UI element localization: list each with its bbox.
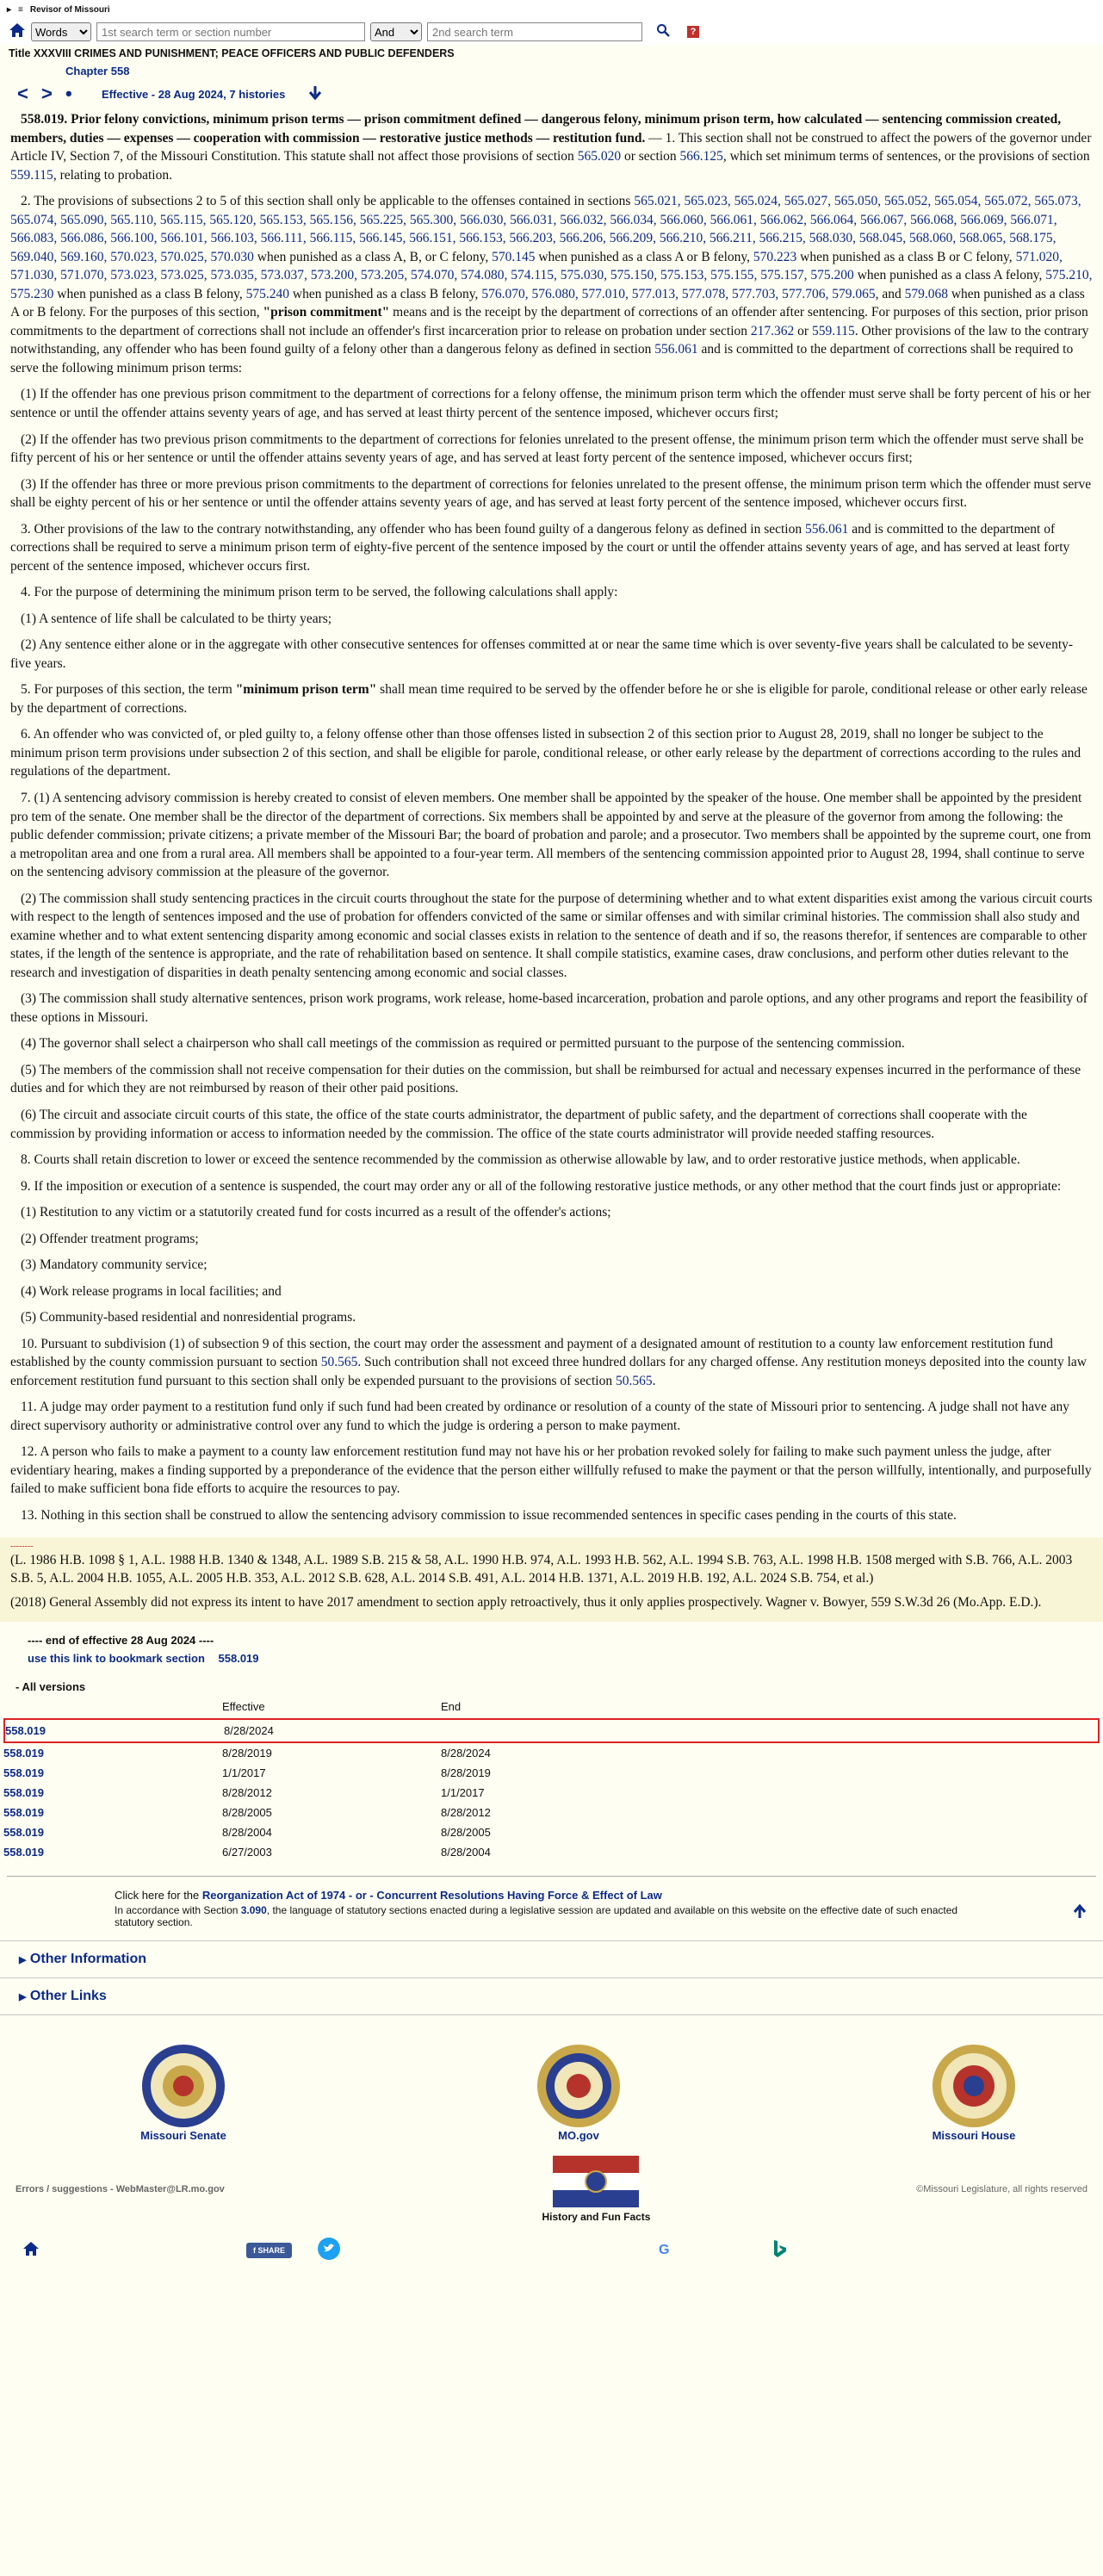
version-row[interactable] (3, 1822, 1100, 1842)
search-term-2-input[interactable] (427, 22, 642, 41)
versions-header (0, 1700, 1103, 1713)
version-end: 8/28/2019 (441, 1766, 491, 1780)
list-menu-icon[interactable]: ≡ (18, 4, 23, 15)
expand-triangle-icon: ▶ (19, 1955, 27, 1966)
subsection-2-text: and is committed to the department of corrections shall be required to serve the following minimum prison terms: (10, 342, 1074, 376)
version-section-link[interactable]: 558.019 (3, 1806, 44, 1820)
effective-histories-label: Effective - 28 Aug 2024, 7 histories (102, 87, 286, 101)
subdivision-4-2: (2) Any sentence either alone or in the aggregate with other consecutive sentences for offenses committed at or near the same time which is over seventy-five years shall be calculated to be seventy-five years. (10, 637, 1074, 671)
version-effective: 1/1/2017 (222, 1766, 266, 1780)
version-section-link[interactable]: 558.019 (3, 1786, 44, 1800)
bing-icon[interactable] (772, 2239, 788, 2263)
bookmark-label[interactable]: use this link to bookmark section (28, 1652, 205, 1666)
senate-seal-icon (140, 2043, 226, 2129)
section-links-list[interactable]: 565.021, 565.023, 565.024, 565.027, 565.050, 565.052, 565.054, 565.072, 565.073, 565.074, 565.090, 565.110, 565.115, 565.120, 565.153, 565.156, 565.225, 565.300, 566.030, 566.031, 566.032, 566.034, 566.060, 566.061, 566.062, 566.064, 566.067, 566.068, 566.069, 566.071, 566.083, 566.086, 566.100, 566.101, 566.103, 566.111, 566.115, 566.145, 566.151, 566.153, 566.203, 566.206, 566.209, 566.210, 566.211, 566.215, 568.030, 568.045, 568.060, 568.065, 568.175, 569.040, 569.160, 570.023, 570.025, 570.030 (10, 194, 1081, 264)
version-effective: 8/28/2019 (222, 1747, 272, 1760)
section-link[interactable]: 570.145 (492, 249, 536, 264)
version-effective: 6/27/2003 (222, 1846, 272, 1859)
chapter-link[interactable]: Chapter 558 (65, 65, 130, 78)
subsection-10-text: 10. Pursuant to subdivision (1) of subsection 9 of this section, the court may order the assessment and payment of a designated amount of restitution to a county law enforcement restitution fund established by the county commission pursuant to section (10, 1336, 1053, 1370)
subsection-10-text: . Such contribution shall not exceed three hundred dollars for any charged offense. Any restitution moneys deposited into the county law enforcement restitution fund pursuant to this section shall only be expended pursuant to the provisions of section (10, 1355, 1087, 1388)
menu-toggle-icon[interactable]: ▸ (7, 4, 12, 15)
subsection-1-text-c: , which set minimum terms of sentences, or the provisions of section (722, 149, 1090, 164)
section-number: 558.019. (21, 112, 68, 127)
subsection-12: 12. A person who fails to make a payment to a county law enforcement restitution fund may not have his or her probation revoked solely for failing to make such payment unless the judge, after evidentiary hearing, makes a finding supported by a preponderance of the evidence that the person either willfully refused to make the payment or that the person willfully, intentionally, and purposefully failed to make sufficient bona fide efforts to acquire the resources to pay. (10, 1444, 1092, 1497)
subdivision-7-4: (4) The governor shall select a chairperson who shall call meetings of the commission as required or permitted pursuant to the purpose of the sentencing commission. (21, 1036, 905, 1052)
subdivision-9-5: (5) Community-based residential and nonresidential programs. (21, 1310, 356, 1325)
home-icon[interactable] (22, 2241, 246, 2261)
subsection-9: 9. If the imposition or execution of a sentence is suspended, the court may order any or all of the following restorative justice methods, or any other method that the court finds just or appropriate: (21, 1178, 1062, 1194)
other-links-label[interactable]: Other Links (29, 1989, 107, 2004)
home-icon[interactable] (9, 22, 26, 42)
subsection-3-text: and is committed to the department of corrections shall be required to serve a minimum prison term of eighty-five percent of the sentence imposed by the court or until the offender attains seventy years of age, and has served at least forty percent of the sentence imposed, whichever occurs first. (10, 521, 1070, 574)
next-section-button[interactable]: > (41, 83, 53, 104)
version-end: 8/28/2012 (441, 1806, 491, 1820)
previous-section-button[interactable]: < (17, 83, 28, 104)
subsection-5 (10, 680, 1093, 717)
subsection-2-text: when punished as a class B felony, (289, 286, 482, 301)
statute-text (0, 105, 1103, 1525)
subsection-2 (10, 192, 1093, 377)
search-term-1-input[interactable] (96, 22, 365, 41)
subsection-6: 6. An offender who was convicted of, or pled guilty to, a felony offense other than those offenses listed in subsection 2 of this section prior to August 28, 2019, shall no longer be subject to the minimum prison term provisions under subsection 2 of this section, and shall be eligible for parole, conditional release, or other early release by the department of corrections according to the rules and regulations of the department. (10, 727, 1081, 779)
seals-row (0, 2015, 1103, 2142)
help-icon[interactable]: ? (687, 26, 699, 38)
house-seal-link[interactable] (931, 2043, 1017, 2142)
end-of-effective: ---- end of effective 28 Aug 2024 ---- (28, 1634, 214, 1648)
version-end: 8/28/2004 (441, 1846, 491, 1859)
version-effective: 8/28/2004 (222, 1826, 272, 1840)
reorg-prefix: Click here for the (115, 1889, 202, 1903)
subsection-2-text: when punished as a class A or B felony. For the purposes of this section, (10, 286, 1085, 320)
subsection-11: 11. A judge may order payment to a restitution fund only if such fund had been created by ordinance or resolution of a county of the state of Missouri prior to sentencing. A judge shall not have any direct supervisory authority or administrative control over any fund to which the judge is ordering a person to make payment. (10, 1400, 1070, 1433)
back-to-top-icon[interactable] (1072, 1904, 1088, 1925)
version-section-link[interactable]: 558.019 (3, 1766, 44, 1780)
facebook-share-button[interactable] (246, 2243, 292, 2258)
version-section-link[interactable]: 558.019 (3, 1747, 44, 1760)
mo-gov-seal-link[interactable] (536, 2043, 622, 2142)
section-intro-paragraph (10, 110, 1093, 184)
section-link[interactable]: 570.223 (753, 249, 797, 264)
subsection-2-text: 2. The provisions of subsections 2 to 5 of this section shall only be applicable to the offenses contained in sections (21, 194, 635, 209)
subsection-2-text: . Other provisions of the law to the contrary notwithstanding, any offender who has been found guilty of a felony other than a dangerous felony as defined in section (10, 323, 1089, 357)
subdivision-7-2: (2) The commission shall study sentencing practices in the circuit courts throughout the state for the purpose of determining whether and to what extent disparities exist among the various circuit courts with respect to the length of sentences imposed and the use of probation for offenders convicted of the same or similar offenses and with similar criminal histories. The commission shall also study and examine whether and to what extent sentencing disparity among economic and social classes exists in relation to the sentence of death and if so, the reasons therefor, if sentences are comparable to other states, if the length of the sentence is appropriate, and the rate of rehabilitation based on sentence. It shall compile statistics, examine cases, draw conclusions, and perform other duties relevant to the research and investigation of disparities in death penalty sentencing among economic and social classes. (10, 891, 1093, 980)
section-link[interactable]: 50.565 (615, 1373, 653, 1388)
reorganization-notice (0, 1885, 1103, 1928)
subdivision-9-4: (4) Work release programs in local facilities; and (21, 1283, 282, 1299)
missouri-flag-icon (553, 2156, 639, 2207)
section-link[interactable]: 579.068 (904, 286, 948, 301)
subsection-1-text-a: — 1. This section shall not be construed to affect the powers of the governor under Article IV, Section 7, of the Missouri Constitution. This statute shall not affect those provisions of section (10, 130, 1092, 164)
version-row[interactable] (3, 1743, 1100, 1763)
errors-link[interactable]: Errors / suggestions - WebMaster@LR.mo.gov (15, 2184, 225, 2195)
bottom-bar (0, 2223, 1103, 2268)
history-text: (L. 1986 H.B. 1098 § 1, A.L. 1988 H.B. 1340 & 1348, A.L. 1989 S.B. 215 & 58, A.L. 1990 H.B. 974, A.L. 1993 H.B. 562, A.L. 1994 S.B. 763, A.L. 1998 H.B. 1508 merged with S.B. 766, A.L. 2003 S.B. 5, A.L. 2004 H.B. 1055, A.L. 2005 H.B. 353, A.L. 2012 S.B. 628, A.L. 2014 S.B. 491, A.L. 2014 H.B. 1371, A.L. 2019 H.B. 192, A.L. 2024 S.B. 754, et al.) (10, 1552, 1073, 1586)
version-effective: 8/28/2005 (222, 1806, 272, 1820)
version-section-link[interactable]: 558.019 (5, 1724, 46, 1738)
section-link[interactable]: 559.115 (10, 167, 53, 183)
column-effective: Effective (222, 1700, 265, 1714)
section-link[interactable]: 575.240 (245, 286, 290, 301)
all-versions (0, 1665, 1103, 1862)
subsection-4: 4. For the purpose of determining the minimum prison term to be served, the following calculations shall apply: (21, 585, 618, 600)
subsection-3 (10, 520, 1093, 576)
subsection-7-1: 7. (1) A sentencing advisory commission is hereby created to consist of eleven members. One member shall be appointed by the speaker of the house. One member shall be appointed by the president pro tem of the senate. One member shall be the director of the department of corrections. Six members shall be appointed by and serve at the pleasure of the governor from among the following: the public defender commission; private citizens; a private member of the Missouri Bar; the board of probation and parole; and a prosecutor. Two members shall be appointed by the supreme court, one from a metropolitan area and one from a rural area. All members shall be appointed to a four-year term. All members of the sentencing commission appointed prior to August 28, 1994, shall continue to serve on the sentencing advisory commission at the pleasure of the governor. (10, 791, 1092, 880)
version-effective: 8/28/2024 (224, 1724, 274, 1738)
version-end: 8/28/2024 (441, 1747, 491, 1760)
bookmark-section[interactable]: 558.019 (218, 1652, 259, 1666)
version-end: 1/1/2017 (441, 1786, 485, 1800)
subdivision-7-5: (5) The members of the commission shall not receive compensation for their duties on the commission, but shall be reimbursed for actual and necessary expenses incurred in the performance of these duties and for which they are not reimbursed by reason of their other paid positions. (10, 1062, 1081, 1096)
section-links-list[interactable]: 576.070, 576.080, 577.010, 577.013, 577.078, 577.703, 577.706, 579.065 (481, 286, 876, 301)
section-links-list[interactable]: 571.020, 571.030, 571.070, 573.023, 573.025, 573.035, 573.037, 573.200, 573.205, 574.070, 574.080, 574.115, 575.030, 575.150, 575.153, 575.155, 575.157, 575.200 (10, 249, 1063, 283)
reorganization-act-link[interactable]: Reorganization Act of 1974 - or - Concurrent Resolutions Having Force & Effect of Law (201, 1889, 662, 1903)
mo-gov-label[interactable]: MO.gov (558, 2129, 599, 2143)
subsection-1-text-d: , relating to probation. (53, 167, 172, 183)
subdivision-9-1: (1) Restitution to any victim or a statutorily created fund for costs incurred as a result of the offender's actions; (21, 1205, 611, 1220)
version-row[interactable] (3, 1783, 1100, 1803)
subsection-13: 13. Nothing in this section shall be construed to allow the sentencing advisory commission to issue recommended sentences in specific cases pending in the courts of this state. (21, 1508, 957, 1523)
subsection-10 (10, 1335, 1093, 1391)
house-label[interactable]: Missouri House (932, 2129, 1016, 2143)
subdivision-9-3: (3) Mandatory community service; (21, 1257, 208, 1273)
search-boolean-select[interactable] (370, 22, 422, 41)
version-row[interactable] (3, 1803, 1100, 1822)
section-link[interactable]: 217.362 (750, 323, 795, 338)
subsection-2-text: or (794, 323, 812, 338)
history-credits (0, 1537, 1103, 1623)
section-3090-link[interactable]: 3.090 (240, 1904, 267, 1917)
subsection-3-text: 3. Other provisions of the law to the contrary notwithstanding, any offender who has been found guilty of a dangerous felony as defined in section (21, 521, 805, 537)
senate-label[interactable]: Missouri Senate (140, 2129, 226, 2143)
version-end: 8/28/2005 (441, 1826, 491, 1840)
other-links-toggle[interactable] (0, 1978, 1103, 2015)
subsection-10-text: . (652, 1373, 656, 1388)
search-mode-select[interactable] (31, 22, 91, 41)
subsection-2-text: means and is the receipt by the department of corrections of an offender after sentencing. For purposes of this section, prior prison commitments to the department of corrections shall not include an offender's first incarceration prior to release on probation under section (10, 305, 1088, 338)
subsection-5-text: 5. For purposes of this section, the term (21, 682, 236, 698)
house-seal-icon (931, 2043, 1017, 2129)
history-link[interactable] (542, 2156, 650, 2223)
version-section-link[interactable]: 558.019 (3, 1826, 44, 1840)
subsection-1-text-b: or section (621, 149, 680, 164)
top-bar (0, 0, 1103, 19)
subdivision-4-1: (1) A sentence of life shall be calculated to be thirty years; (21, 611, 332, 626)
credits-rule: -------- (10, 1541, 34, 1551)
subdivision-2-2: (2) If the offender has two previous prison commitments to the department of corrections for felonies unrelated to the present offense, the minimum prison term which the offender must serve shall be fifty percent of his or her sentence or until the offender attains seventy years of age, and has served at least forty percent of the sentence imposed, whichever occurs first; (10, 431, 1084, 466)
expand-triangle-icon: ▶ (19, 1992, 27, 2003)
subdivision-9-2: (2) Offender treatment programs; (21, 1231, 199, 1246)
share-label: SHARE (257, 2246, 286, 2256)
reorg-text-a: In accordance with Section (115, 1904, 241, 1917)
all-versions-toggle[interactable]: - All versions (15, 1680, 86, 1694)
site-title[interactable]: Revisor of Missouri (29, 4, 110, 15)
section-links-list[interactable]: 575.210, 575.230 (10, 268, 1093, 301)
section-link[interactable]: 556.061 (804, 521, 849, 537)
subdivision-7-3: (3) The commission shall study alternative sentences, prison work programs, work release, home-based incarceration, probation and parole options, and any other programs and report the feasibility of these options in Missouri. (10, 991, 1088, 1025)
subdivision-7-6: (6) The circuit and associate circuit courts of this state, the office of the state courts administrator, the department of public safety, and the department of corrections shall cooperate with the commission by providing information or access to information needed by the commission. The office of the state courts administrator will provide needed staffing resources. (10, 1107, 1027, 1141)
section-nav (0, 83, 1103, 105)
subsection-2-text: when punished as a class A, B, or C felony, (253, 249, 493, 264)
subdivision-2-3: (3) If the offender has three or more previous prison commitments to the department of corrections for felonies unrelated to the present offense, the minimum prison term which the offender must serve shall be eighty percent of his or her sentence or until the offender attains seventy years of age, and has served at least forty percent of the sentence imposed, whichever occurs first. (10, 476, 1092, 511)
section-link[interactable]: 50.565 (320, 1355, 358, 1370)
senate-seal-link[interactable] (140, 2043, 226, 2142)
version-effective: 8/28/2012 (222, 1786, 272, 1800)
subsection-2-text: , and (875, 286, 905, 301)
section-heading: Prior felony convictions, minimum prison terms — prison commitment defined — dangerous felony, minimum prison term, how calculated — sentencing commission created, members, duties — expenses — cooperation with commission — restorative justice methods — restitution fund. (10, 112, 1062, 146)
subsection-2-text: when punished as a class A felony, (853, 268, 1046, 283)
google-icon[interactable]: G (659, 2243, 670, 2258)
column-end: End (441, 1700, 462, 1714)
copyright: ©Missouri Legislature, all rights reserved (916, 2184, 1088, 2195)
defined-term: "minimum prison term" (235, 682, 377, 698)
other-information-toggle[interactable] (0, 1941, 1103, 1978)
subdivision-2-1: (1) If the offender has one previous prison commitment to the department of corrections for a felony offense, the minimum prison term which the offender must serve shall be forty percent of his or her sentence or until the offender attains seventy years of age, and has served at least thirty percent of the sentence imposed, whichever occurs first; (10, 387, 1091, 420)
version-row[interactable] (3, 1763, 1100, 1783)
subsection-2-text: when punished as a class B felony, (53, 286, 246, 301)
section-link[interactable]: 566.125 (679, 149, 723, 164)
subsection-8: 8. Courts shall retain discretion to lower or exceed the sentence recommended by the commission as otherwise allowable by law, and to order restorative justice methods, when applicable. (21, 1152, 1020, 1168)
other-information-label[interactable]: Other Information (29, 1952, 147, 1967)
version-row[interactable] (3, 1718, 1100, 1743)
section-link[interactable]: 559.115 (811, 323, 855, 338)
divider (7, 1876, 1096, 1877)
footer (0, 2142, 1103, 2223)
subsection-5-text: shall mean time required to be served by the offender before he or she is eligible for parole, conditional release or other early release by the department of corrections. (10, 682, 1088, 716)
bookmark-link[interactable] (0, 1647, 1103, 1665)
current-section-dot[interactable]: • (65, 83, 72, 104)
facebook-icon: f (253, 2246, 256, 2256)
reorg-text-b: , the language of statutory sections enacted during a legislative session are updated and available on this website on the effective date of such enacted statutory section. (115, 1904, 958, 1929)
subsection-2-text: when punished as a class A or B felony, (535, 249, 753, 264)
case-note: (2018) General Assembly did not express its intent to have 2017 amendment to section apply retroactively, thus it only applies prospectively. Wagner v. Bowyer, 559 S.W.3d 26 (Mo.App. E.D.). (10, 1594, 1042, 1610)
search-bar (0, 19, 1103, 45)
section-link[interactable]: 556.061 (654, 342, 698, 357)
search-icon[interactable] (656, 23, 670, 41)
version-row[interactable] (3, 1842, 1100, 1862)
twitter-icon[interactable] (318, 2238, 340, 2264)
title-line: Title XXXVIII CRIMES AND PUNISHMENT; PEACE OFFICERS AND PUBLIC DEFENDERS (9, 47, 455, 59)
subsection-2-text: when punished as a class B or C felony, (796, 249, 1016, 264)
version-section-link[interactable]: 558.019 (3, 1846, 44, 1859)
jump-down-arrow-icon[interactable] (307, 84, 323, 104)
history-label[interactable]: History and Fun Facts (542, 2211, 651, 2224)
state-seal-icon (536, 2043, 622, 2129)
section-link[interactable]: 565.020 (577, 149, 622, 164)
defined-term: "prison commitment" (263, 305, 390, 320)
